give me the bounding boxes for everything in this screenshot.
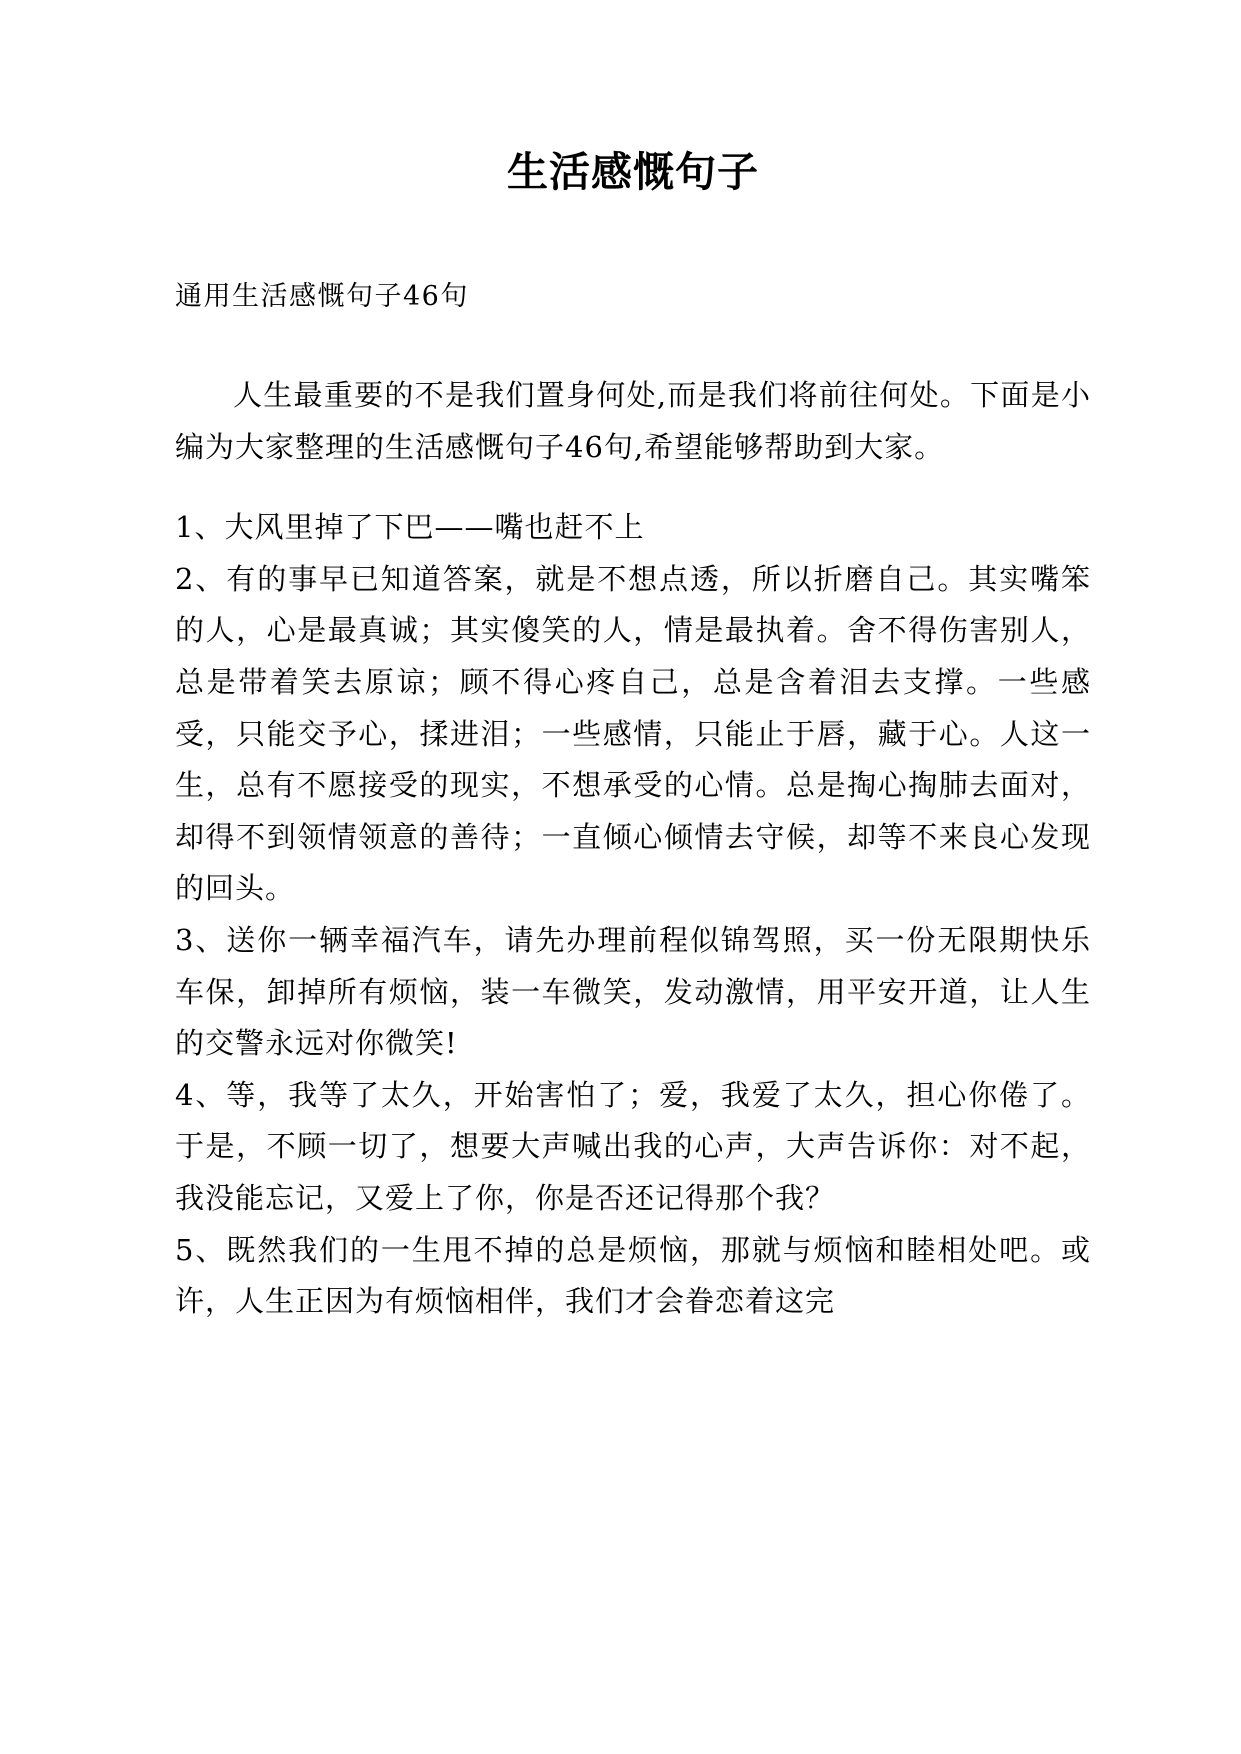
document-subtitle: 通用生活感慨句子46句 [175,281,469,313]
body-paragraph-1: 1、大风里掉了下巴——嘴也赶不上 [175,510,645,545]
body-paragraph-4: 4、等，我等了太久，开始害怕了；爱，我爱了太久，担心你倦了。于是，不顾一切了，想要大声喊出我的心声，大声告诉你：对不起，我没能忘记，又爱上了你，你是否还记得那个我？ [175,1077,1091,1216]
intro-paragraph: 人生最重要的不是我们置身何处,而是我们将前往何处。下面是小编为大家整理的生活感慨句子46句,希望能够帮助到大家。 [175,377,1091,464]
body-paragraph-3: 3、送你一辆幸福汽车，请先办理前程似锦驾照，买一份无限期快乐车保，卸掉所有烦恼，装一车微笑，发动激情，用平安开道，让人生的交警永远对你微笑! [175,922,1091,1061]
page-title: 生活感慨句子 [507,148,759,196]
body-paragraph-2: 2、有的事早已知道答案，就是不想点透，所以折磨自己。其实嘴笨的人，心是最真诚；其实傻笑的人，情是最执着。舍不得伤害别人，总是带着笑去原谅；顾不得心疼自己，总是含着泪去支撑。一些感受，只能交予心，揉进泪；一些感情，只能止于唇，藏于心。人这一生，总有不愿接受的现实，不想承受的心情。总是掏心掏肺去面对，却得不到领情领意的善待；一直倾心倾情去守候，却等不来良心发现的回头。 [175,561,1091,906]
body-paragraph-5: 5、既然我们的一生甩不掉的总是烦恼，那就与烦恼和睦相处吧。或许，人生正因为有烦恼相伴，我们才会眷恋着这完 [175,1232,1091,1319]
